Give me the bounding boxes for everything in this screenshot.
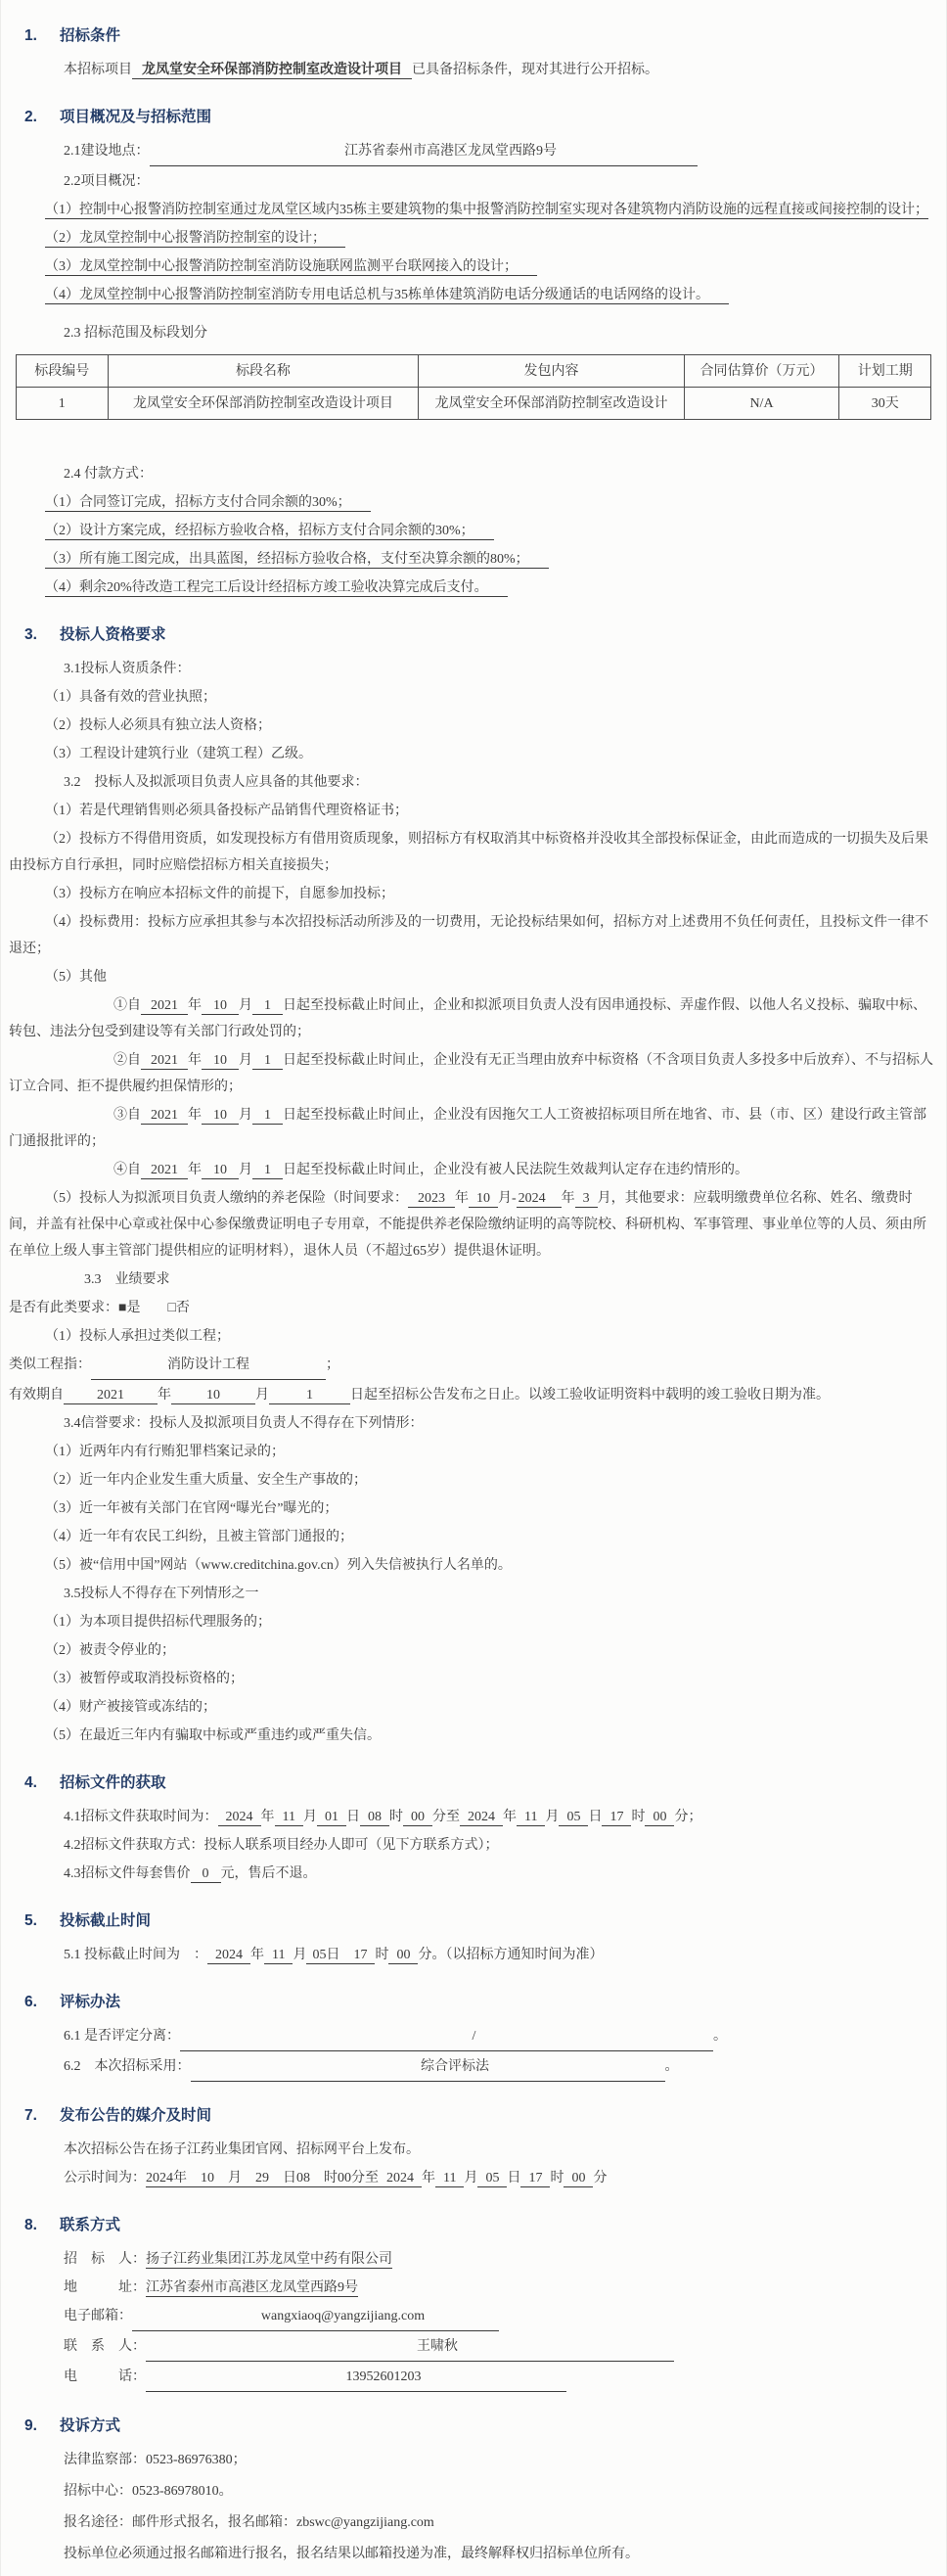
table-header-cell: 合同估算价（万元）	[684, 355, 839, 388]
underlined-value: 2023	[408, 1191, 455, 1208]
document-price-line	[9, 1861, 938, 1887]
text-segment: 月	[293, 1948, 307, 1962]
qualification-conditions-label: 3.1投标人资质条件：	[64, 662, 191, 676]
underlined-value: 2024	[207, 1948, 250, 1964]
underlined-value: 王啸秋	[146, 2333, 674, 2362]
section-title: 招标文件的获取	[60, 1774, 166, 1791]
credit-item: （3）近一年被有关部门在官网“曝光台”曝光的；	[45, 1501, 338, 1516]
section-heading-announcement-media	[24, 2105, 946, 2127]
overview-item	[9, 197, 938, 223]
credit-item: （1）近两年内有行贿犯罪档案记录的；	[45, 1445, 285, 1459]
section-heading-complaint-method	[24, 2415, 946, 2437]
text-segment: 月	[302, 1810, 317, 1824]
section-title: 投诉方式	[60, 2417, 121, 2434]
underlined-value: （3）所有施工图完成，出具蓝图，经招标方验收合格，支付至决算余额的80%；	[45, 552, 549, 569]
text-segment: 日起至投标截止时间止，企业没有无正当理由放弃中标资格（不含项目负责人多投多中后放弃）、不与招标人订立合同、拒不提供履约担保情形的；	[9, 1053, 933, 1094]
performance-requirement-label: 3.3 业绩要求	[84, 1272, 170, 1287]
pension-insurance-clause	[9, 1185, 938, 1265]
email-line	[9, 2303, 938, 2331]
prohibited-situations-label: 3.5投标人不得存在下列情形之一	[64, 1587, 259, 1601]
underlined-value: 2021	[141, 1053, 188, 1070]
other-requirement-item: （3）投标方在响应本招标文件的前提下，自愿参加投标；	[45, 887, 394, 901]
address-line	[9, 2275, 938, 2301]
text-segment: 时	[631, 1810, 646, 1824]
lot-table	[16, 354, 931, 420]
section-title: 投标截止时间	[60, 1912, 152, 1929]
tenderer-line	[9, 2246, 938, 2273]
text-segment: 2.1建设地点：	[64, 144, 150, 159]
contact-person-line	[9, 2333, 938, 2362]
underlined-value: 2021	[141, 998, 188, 1015]
underlined-value: 05日	[306, 1948, 345, 1964]
prohibited-item: （4）财产被接管或冻结的；	[45, 1700, 216, 1715]
text-segment: 类似工程指：	[9, 1357, 91, 1372]
text-segment: ；	[326, 1357, 339, 1372]
table-header-cell: 标段编号	[17, 355, 109, 388]
text-segment: 公示时间为：	[64, 2171, 146, 2185]
section-number: 8.	[24, 2217, 37, 2233]
credit-requirement-label: 3.4信誉要求：投标人及拟派项目负责人不得存在下列情形：	[64, 1416, 424, 1431]
text-segment: ④自	[113, 1163, 141, 1177]
text-segment: 月	[239, 1163, 252, 1177]
text-segment: 年	[188, 1053, 202, 1068]
text-segment: 5.1 投标截止时间为 ：	[64, 1948, 207, 1962]
overview-item	[9, 253, 938, 280]
section-number: 3.	[24, 626, 37, 643]
table-cell: 30天	[839, 388, 931, 420]
section-number: 9.	[24, 2417, 37, 2434]
prohibited-item: （3）被暂停或取消投标资格的；	[45, 1672, 244, 1686]
section-number: 1.	[24, 27, 37, 44]
text-segment: 已具备招标条件，现对其进行公开招标。	[412, 63, 658, 77]
section-number: 6.	[24, 1994, 37, 2010]
similar-project-item: （1）投标人承担过类似工程；	[45, 1329, 230, 1344]
complaint-lines	[1, 2447, 946, 2567]
prohibited-item: （2）被责令停业的；	[45, 1643, 175, 1658]
underlined-value: 10	[469, 1191, 498, 1208]
underlined-value: 江苏省泰州市高港区龙凤堂西路9号	[150, 138, 698, 166]
phone-line	[9, 2364, 938, 2392]
text-segment: 年	[188, 1108, 202, 1123]
announcement-platform-line: 本次招标公告在扬子江药业集团官网、招标网平台上发布。	[64, 2142, 420, 2157]
text-segment: 年	[422, 2171, 435, 2185]
table-cell: 1	[17, 388, 109, 420]
underlined-value: （2）龙凤堂控制中心报警消防控制室的设计；	[45, 231, 345, 248]
underlined-value: 1	[269, 1388, 350, 1404]
underlined-value: 2024	[460, 1810, 503, 1826]
text-segment: 时	[388, 1810, 403, 1824]
text-segment: 日	[345, 1810, 360, 1824]
underlined-value: 2024	[218, 1810, 261, 1826]
text-segment: 年	[188, 1163, 202, 1177]
other-requirement-item: （2）投标方不得借用资质，如发现投标方有借用资质现象，则招标方有权取消其中标资格并没收其全部投标保证金，由此而造成的一切损失及后果由投标方自行承担，同时应赔偿招标方相关直接损失；	[9, 832, 928, 873]
underlined-value: 00	[645, 1810, 674, 1826]
table-cell: 龙凤堂安全环保部消防控制室改造设计项目	[108, 388, 419, 420]
text-segment: 年	[561, 1191, 575, 1206]
text-segment: 分；	[674, 1810, 702, 1824]
registration-note-line: 投标单位必须通过报名邮箱进行报名，报名结果以邮箱投递为准，最终解释权归招标单位所有。	[64, 2547, 639, 2561]
other-requirement-item: （1）若是代理销售则必须具备投标产品销售代理资格证书；	[45, 804, 408, 818]
underlined-value: 0	[191, 1866, 221, 1883]
text-segment: 日起至投标截止时间止，企业和拟派项目负责人没有因串通投标、弄虚作假、以他人名义投标、骗取中标、转包、违法分包受到建设等有关部门行政处罚的；	[9, 998, 926, 1039]
text-segment: 月	[239, 1108, 252, 1123]
text-segment: 日起至投标截止时间止，企业没有被人民法院生效裁判认定存在违约情形的。	[283, 1163, 748, 1177]
text-segment: 4.1招标文件获取时间为：	[64, 1810, 218, 1824]
underlined-value: 05	[477, 2171, 507, 2187]
underlined-value: 1	[252, 1108, 283, 1125]
table-cell: 龙凤堂安全环保部消防控制室改造设计	[419, 388, 684, 420]
circled-clause-4	[9, 1157, 938, 1183]
underlined-value: （4）剩余20%待改造工程完工后设计经招标方竣工验收决算完成后支付。	[45, 580, 508, 597]
underlined-value: 综合评标法	[191, 2053, 665, 2082]
underlined-value: 3	[575, 1191, 598, 1208]
section-title: 发布公告的媒介及时间	[60, 2107, 212, 2124]
lot-division-label: 2.3 招标范围及标段划分	[64, 326, 207, 341]
acquisition-method-line: 4.2招标文件获取方式：投标人联系项目经办人即可（见下方联系方式）；	[64, 1838, 499, 1853]
announcement-time-line	[9, 2165, 938, 2191]
text-segment: 日起至投标截止时间止，企业没有因拖欠工人工资被招标项目所在地省、市、县（市、区）建设行政主管部门通报批评的；	[9, 1108, 926, 1149]
underlined-value: 1	[252, 1053, 283, 1070]
underlined-value: （1）合同签订完成，招标方支付合同余额的30%；	[45, 495, 371, 512]
underlined-value: 00	[388, 1948, 418, 1964]
text-segment: ②自	[113, 1053, 141, 1068]
text-segment: 电 话：	[64, 2369, 146, 2384]
intro-paragraph	[9, 57, 938, 83]
text-segment: 年	[158, 1388, 171, 1403]
text-segment: 日	[588, 1810, 603, 1824]
section-title: 联系方式	[60, 2217, 121, 2233]
underlined-value: 01	[317, 1810, 346, 1826]
underlined-value: （3）龙凤堂控制中心报警消防控制室消防设施联网监测平台联网接入的设计；	[45, 259, 537, 276]
underlined-value: 龙凤堂安全环保部消防控制室改造设计项目	[132, 63, 412, 79]
underlined-value: wangxiaoq@yangzijiang.com	[132, 2303, 499, 2331]
section-title: 招标条件	[60, 27, 121, 44]
underlined-value: 2021	[141, 1108, 188, 1125]
section-heading-tender-conditions	[24, 25, 946, 47]
text-segment: 分至	[431, 1810, 460, 1824]
text-segment: 4.3招标文件每套售价	[64, 1866, 191, 1881]
underlined-value: 11	[275, 1810, 303, 1826]
section-title: 投标人资格要求	[60, 626, 166, 643]
underlined-value: 江苏省泰州市高港区龙凤堂西路9号	[146, 2280, 358, 2295]
other-requirements-label: 3.2 投标人及拟派项目负责人应具备的其他要求：	[64, 775, 369, 790]
text-segment: 招 标 人：	[64, 2252, 146, 2267]
text-segment: 年	[250, 1948, 264, 1962]
similar-project-definition	[9, 1352, 938, 1380]
underlined-value: 17	[520, 2171, 550, 2187]
qualification-item: （3）工程设计建筑行业（建筑工程）乙级。	[45, 747, 312, 761]
section-heading-bidder-qualification	[24, 624, 946, 646]
underlined-value: 05	[559, 1810, 588, 1826]
circled-clause-1	[9, 992, 938, 1045]
section-number: 2.	[24, 109, 37, 125]
text-segment: 月	[545, 1810, 560, 1824]
text-segment: 年	[260, 1810, 275, 1824]
table-header-cell: 标段名称	[108, 355, 419, 388]
payment-item	[9, 518, 938, 544]
section-number: 4.	[24, 1774, 37, 1791]
underlined-value: 11	[264, 1948, 293, 1964]
text-segment: （5）投标人为拟派项目负责人缴纳的养老保险（时间要求：	[45, 1191, 408, 1206]
text-segment: 有效期自	[9, 1388, 64, 1403]
performance-requirement-checkboxes: 是否有此类要求：■是 □否	[9, 1301, 190, 1315]
table-cell: N/A	[684, 388, 839, 420]
payment-method-label: 2.4 付款方式：	[64, 467, 153, 482]
section-heading-evaluation-method	[24, 1992, 946, 2013]
section-heading-contact-info	[24, 2215, 946, 2236]
overview-item	[9, 225, 938, 252]
text-segment: 年	[502, 1810, 517, 1824]
underlined-value: 2024	[517, 1191, 562, 1208]
underlined-value: 10	[202, 998, 239, 1015]
underlined-value: 13952601203	[146, 2364, 566, 2392]
overview-item	[9, 282, 938, 308]
payment-item	[9, 575, 938, 601]
text-segment: 月，其他要求：应载明缴费单位名称、姓名、缴费时间，并盖有社保中心章或社保中心参保缴费证明电子专用章，不能提供养老保险缴纳证明的高等院校、科研机构、军事管理、事业单位等的人员、须由所在单位上级人事主管部门提供相应的证明材料），退休人员（不超过65岁）提供退休证明。	[9, 1191, 926, 1259]
underlined-value: （2）设计方案完成，经招标方验收合格，招标方支付合同余额的30%；	[45, 524, 494, 540]
underlined-value: 扬子江药业集团江苏龙凤堂中药有限公司	[146, 2252, 392, 2267]
text-segment: 月	[464, 2171, 478, 2185]
section-heading-document-acquisition	[24, 1772, 946, 1794]
underlined-value: 00	[564, 2171, 593, 2187]
text-segment: 月	[255, 1388, 269, 1403]
evaluation-separation-line	[9, 2023, 938, 2051]
table-header-cell: 发包内容	[419, 355, 684, 388]
underlined-value: 17	[345, 1948, 375, 1964]
text-segment: ③自	[113, 1108, 141, 1123]
payment-item	[9, 546, 938, 573]
underlined-value: 17	[602, 1810, 631, 1826]
text-segment: 6.1 是否评定分离：	[64, 2029, 180, 2044]
other-requirement-item: （4）投标费用：投标方应承担其参与本次招投标活动所涉及的一切费用，无论投标结果如何，招标方对上述费用不负任何责任，且投标文件一律不退还；	[9, 915, 928, 956]
tender-center-line: 招标中心：0523-86978010。	[64, 2484, 233, 2499]
other-requirement-item: （5）其他	[45, 970, 107, 985]
text-segment: 日起至招标公告发布之日止。以竣工验收证明资料中载明的竣工验收日期为准。	[350, 1388, 830, 1403]
section-heading-bid-deadline	[24, 1910, 946, 1932]
underlined-value: 1	[252, 998, 283, 1015]
underlined-value: 1	[252, 1163, 283, 1179]
underlined-value: 11	[435, 2171, 464, 2187]
underlined-value: （1）控制中心报警消防控制室通过龙凤堂区域内35栋主要建筑物的集中报警消防控制室实现对各建筑物内消防设施的远程直接或间接控制的设计；	[45, 203, 928, 217]
text-segment: 时	[550, 2171, 564, 2185]
validity-period-line	[9, 1382, 938, 1408]
project-overview-label: 2.2项目概况：	[64, 174, 150, 189]
text-segment: 月	[239, 998, 252, 1013]
circled-clause-3	[9, 1102, 938, 1155]
section-number: 7.	[24, 2107, 37, 2124]
underlined-value: （4）龙凤堂控制中心报警消防控制室消防专用电话总机与35栋单体建筑消防电话分级通话的电话网络的设计。	[45, 288, 729, 304]
underlined-value: 11	[517, 1810, 545, 1826]
table-header-cell: 计划工期	[839, 355, 931, 388]
table-header-row	[17, 355, 931, 388]
legal-supervision-line: 法律监察部：0523-86976380；	[64, 2453, 247, 2467]
underlined-value: 10	[202, 1163, 239, 1179]
construction-site-line	[9, 138, 938, 166]
text-segment: 月-	[498, 1191, 517, 1206]
prohibited-item: （5）在最近三年内有骗取中标或严重违约或严重失信。	[45, 1728, 381, 1743]
credit-item: （4）近一年有农民工纠纷，且被主管部门通报的；	[45, 1530, 353, 1544]
text-segment: 月	[239, 1053, 252, 1068]
section-title: 评标办法	[60, 1994, 121, 2010]
text-segment: 本招标项目	[64, 63, 132, 77]
text-segment: 时	[375, 1948, 389, 1962]
text-segment: ①自	[113, 998, 141, 1013]
underlined-value: 08	[360, 1810, 389, 1826]
underlined-value: 2024	[379, 2171, 422, 2187]
bid-deadline-line	[9, 1942, 938, 1968]
underlined-value: 2021	[64, 1388, 158, 1404]
text-segment: 联 系 人：	[64, 2339, 146, 2354]
underlined-value: 2021	[141, 1163, 188, 1179]
text-segment: 分	[593, 2171, 608, 2185]
section-title: 项目概况及与招标范围	[60, 109, 212, 125]
text-segment: 元，售后不退。	[220, 1866, 317, 1881]
underlined-value: 10	[202, 1108, 239, 1125]
text-segment: 。	[664, 2059, 679, 2074]
underlined-value: /	[180, 2023, 713, 2051]
credit-item: （5）被“信用中国”网站（www.creditchina.gov.cn）列入失信被执行人名单的。	[45, 1558, 512, 1573]
underlined-value: 00	[403, 1810, 432, 1826]
qualification-item: （2）投标人必须具有独立法人资格；	[45, 718, 271, 733]
text-segment: 电子邮箱：	[64, 2309, 132, 2323]
underlined-value: 10	[202, 1053, 239, 1070]
underlined-value: 消防设计工程	[91, 1352, 326, 1380]
text-segment: 日	[507, 2171, 521, 2185]
section-number: 5.	[24, 1912, 37, 1929]
text-segment: 年	[455, 1191, 469, 1206]
prohibited-item: （1）为本项目提供招标代理服务的；	[45, 1615, 271, 1630]
section-heading-project-overview	[24, 107, 946, 128]
evaluation-method-line	[9, 2053, 938, 2082]
text-segment: 分。（以招标方通知时间为准）	[418, 1948, 604, 1962]
text-segment: 6.2 本次招标采用：	[64, 2059, 191, 2074]
text-segment: 年	[188, 998, 202, 1013]
underlined-value: 10	[171, 1388, 255, 1404]
table-row	[17, 388, 931, 420]
registration-path-line: 报名途径：邮件形式报名，报名邮箱：zbswc@yangzijiang.com	[64, 2515, 434, 2530]
text-segment: 地 址：	[64, 2280, 146, 2295]
qualification-item: （1）具备有效的营业执照；	[45, 690, 216, 705]
underlined-value: 2024年 10 月 29 日08 时00分至	[146, 2171, 379, 2185]
text-segment: 。	[713, 2029, 727, 2044]
circled-clause-2	[9, 1047, 938, 1100]
payment-item	[9, 489, 938, 516]
acquisition-time-line	[9, 1804, 938, 1830]
credit-item: （2）近一年内企业发生重大质量、安全生产事故的；	[45, 1473, 367, 1488]
